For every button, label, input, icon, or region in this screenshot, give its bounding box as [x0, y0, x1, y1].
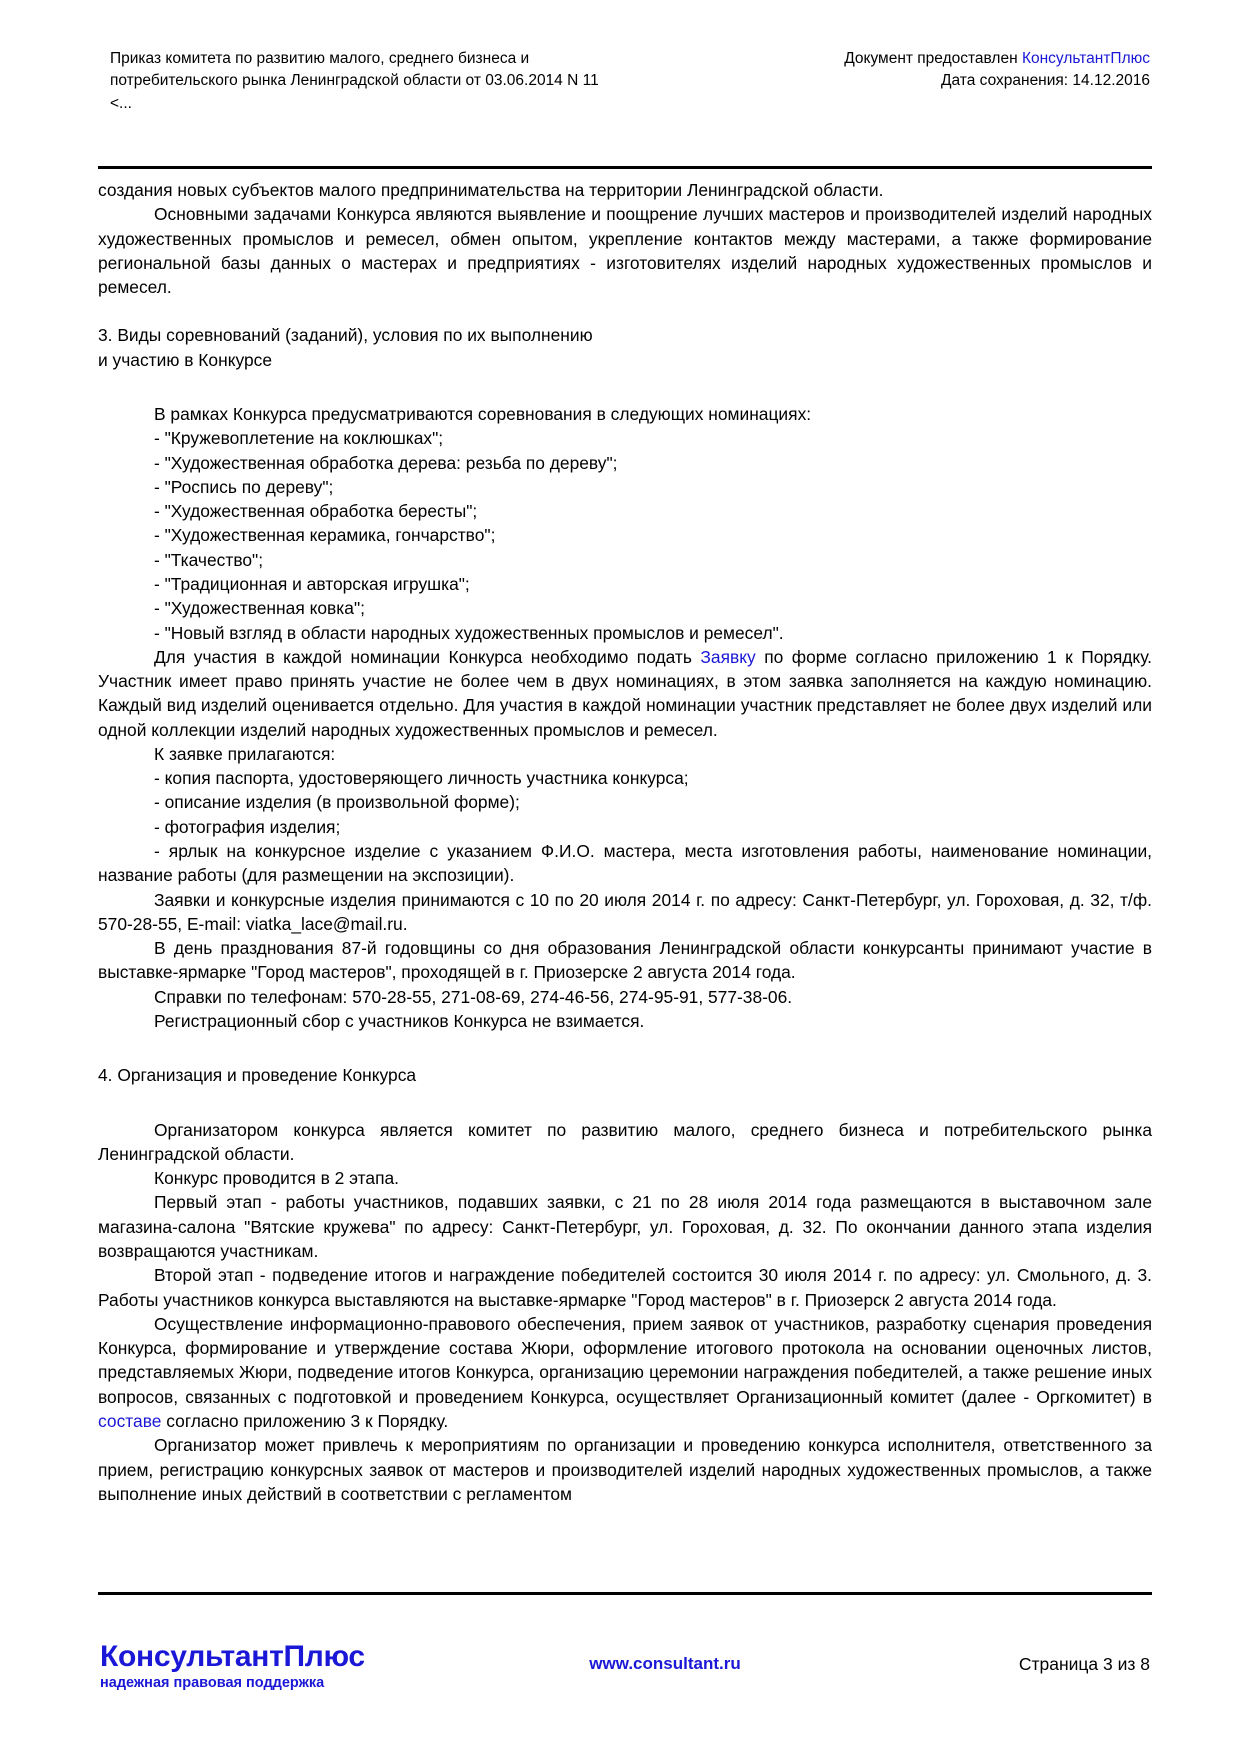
paragraph-application-post: по форме согласно приложению 1 к Порядку. Участник имеет право принять участие не более чем в двух номинациях, в этом заявка заполняется на каждую номинацию. Каждый вид изделий оценивается отдельно. Для участия в каждой номинации участник представляет не более двух изделий или одной коллекции изделий народных художественных промыслов и ремесел. [98, 646, 1153, 740]
paragraph-support [98, 1312, 1152, 1433]
footer-brand [100, 1640, 430, 1691]
consultant-plus-brand: КонсультантПлюс [1021, 50, 1150, 67]
header-provider-line [844, 48, 1150, 70]
link-zayavku[interactable]: Заявку [700, 646, 756, 667]
header-title-line-2: потребительского рынка Ленинградской области от 03.06.2014 N 11 [110, 72, 599, 90]
list-item: - "Художественная обработка бересты"; [154, 501, 478, 522]
list-item: - "Кружевоплетение на коклюшках"; [154, 428, 444, 449]
list-item: - фотография изделия; [154, 816, 341, 837]
paragraph-support-pre: Осуществление информационно-правового обеспечения, прием заявок от участников, разработку сценария проведения Конкурса, формирование и утверждение состава Жюри, оформление итогового протокола на основании оценочных листов, представляемых Жюри, подведение итогов Конкурса, организацию церемонии награждения победителей, а также решение иных вопросов, связанных с подготовкой и проведением Конкурса, осуществляет Организационный комитет (далее - Оргкомитет) в [98, 1313, 1152, 1407]
paragraph-organizer: Организатором конкурса является комитет по развитию малого, среднего бизнеса и потребительского рынка Ленинградской области. [98, 1119, 1152, 1164]
paragraph-stages: Конкурс проводится в 2 этапа. [154, 1168, 400, 1189]
paragraph-stage-2: Второй этап - подведение итогов и награждение победителей состоится 30 июля 2014 г. по адресу: ул. Смольного, д. 3. Работы участников конкурса выставляются на выставке-ярмарке "Город мастеров" в г. Приозерск 2 августа 2014 года. [98, 1265, 1152, 1310]
list-item: - "Ткачество"; [154, 549, 264, 570]
paragraph-fee: Регистрационный сбор с участников Конкурса не взимается. [154, 1011, 645, 1031]
paragraph-attachment-label: - ярлык на конкурсное изделие с указанием Ф.И.О. мастера, места изготовления работы, наименование номинации, название работы (для размещении на экспозиции). [98, 841, 1152, 886]
header-saved-date: Дата сохранения: 14.12.2016 [941, 72, 1150, 90]
header-divider [98, 166, 1152, 169]
paragraph-continued: создания новых субъектов малого предпринимательства на территории Ленинградской области. [98, 180, 884, 200]
header-provider-prefix: Документ предоставлен [844, 50, 1022, 67]
footer-website-link[interactable]: www.consultant.ru [589, 1654, 741, 1673]
document-footer [100, 1640, 1150, 1691]
paragraph-phones: Справки по телефонам: 570-28-55, 271-08-69, 274-46-56, 274-95-91, 577-38-06. [154, 986, 793, 1007]
footer-page-number: Страница 3 из 8 [1018, 1654, 1150, 1674]
header-title-line-3: <... [110, 94, 132, 112]
paragraph-attachments-intro: К заявке прилагаются: [154, 743, 336, 764]
list-item: - описание изделия (в произвольной форме); [154, 792, 520, 813]
footer-tagline: надежная правовая поддержка [100, 1675, 325, 1691]
footer-divider [98, 1592, 1152, 1595]
paragraph-support-post: согласно приложению 3 к Порядку. [161, 1410, 449, 1431]
section-heading-4: 4. Организация и проведение Конкурса [98, 1065, 417, 1086]
list-item: - "Художественная ковка"; [154, 598, 365, 619]
list-item: - "Традиционная и авторская игрушка"; [154, 573, 470, 594]
section-heading-3-line-2: и участию в Конкурсе [98, 349, 273, 370]
list-item: - "Новый взгляд в области народных художественных промыслов и ремесел". [154, 622, 784, 643]
list-item: - копия паспорта, удостоверяющего личность участника конкурса; [154, 768, 689, 789]
paragraph-nominations-intro: В рамках Конкурса предусматриваются соревнования в следующих номинациях: [154, 403, 812, 424]
header-provider-info [844, 48, 1150, 93]
section-heading-3-line-1: 3. Виды соревнований (заданий), условия по их выполнению [98, 325, 593, 346]
link-sostave[interactable]: составе [98, 1410, 162, 1431]
list-item: - "Художественная керамика, гончарство"; [154, 525, 496, 546]
paragraph-acceptance: Заявки и конкурсные изделия принимаются с 10 по 20 июля 2014 г. по адресу: Санкт-Петербург, ул. Гороховая, д. 32, т/ф. 570-28-55, E-mail: viatka_lace@mail.ru. [98, 889, 1152, 934]
document-body [98, 178, 1152, 1506]
paragraph-application-pre: Для участия в каждой номинации Конкурса необходимо подать [154, 646, 701, 667]
paragraph-executor: Организатор может привлечь к мероприятиям по организации и проведению конкурса исполнителя, ответственного за прием, регистрацию конкурсных заявок от мастеров и производителей изделий народных художественных промыслов, а также выполнение иных действий в соответствии с регламентом [98, 1435, 1152, 1504]
header-document-title [110, 48, 599, 115]
paragraph-tasks: Основными задачами Конкурса являются выявление и поощрение лучших мастеров и производителей изделий народных художественных промыслов и ремесел, обмен опытом, укрепление контактов между мастерами, а также формирование региональной базы данных о мастерах и предприятиях - изготовителях изделий народных художественных промыслов и ремесел. [98, 204, 1152, 298]
document-header [110, 48, 1150, 115]
list-item: - "Роспись по дереву"; [154, 476, 334, 497]
consultant-plus-logo: КонсультантПлюс [100, 1640, 365, 1673]
paragraph-anniversary: В день празднования 87-й годовщины со дня образования Ленинградской области конкурсанты принимают участие в выставке-ярмарке "Город мастеров", проходящей в г. Приозерске 2 августа 2014 года. [98, 938, 1152, 983]
paragraph-stage-1: Первый этап - работы участников, подавших заявки, с 21 по 28 июля 2014 года размещаются в выставочном зале магазина-салона "Вятские кружева" по адресу: Санкт-Петербург, ул. Гороховая, д. 32. По окончании данного этапа изделия возвращаются участникам. [98, 1192, 1152, 1261]
paragraph-application [98, 645, 1152, 742]
header-title-line-1: Приказ комитета по развитию малого, среднего бизнеса и [110, 50, 530, 67]
list-item: - "Художественная обработка дерева: резьба по дереву"; [154, 452, 618, 473]
